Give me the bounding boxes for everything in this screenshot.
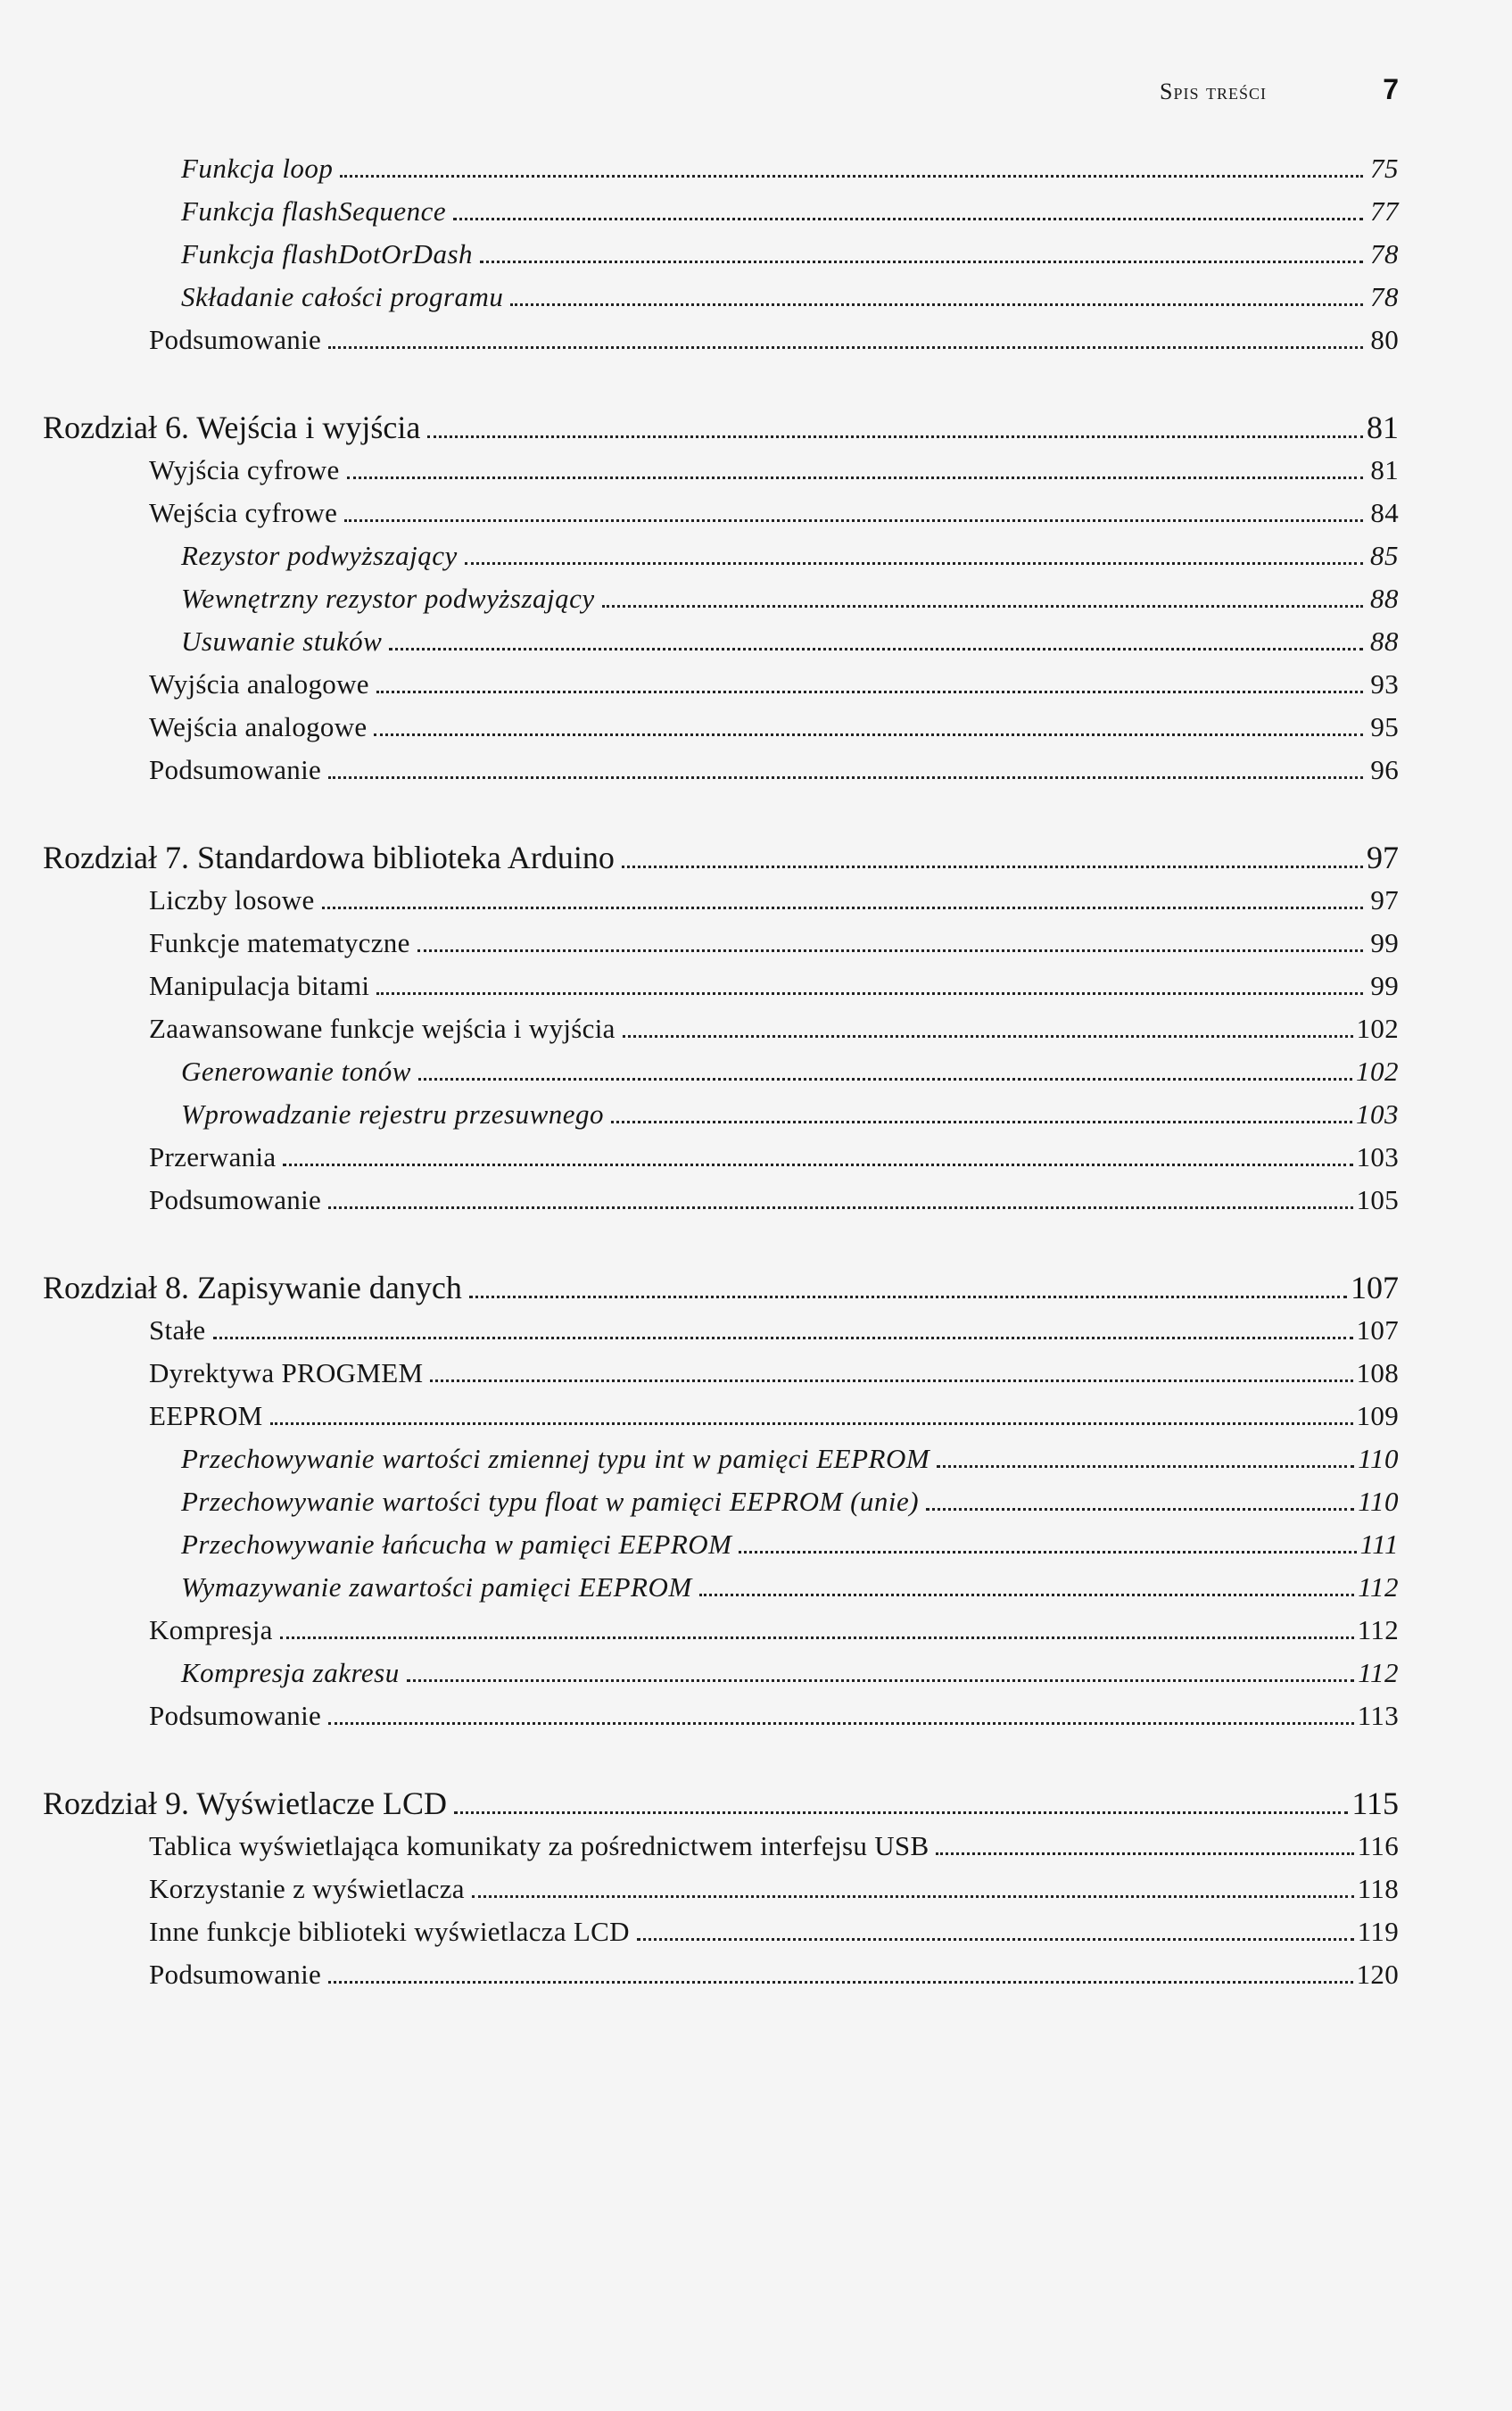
- dot-leader: [699, 1585, 1355, 1596]
- toc-entry-title: Przerwania: [149, 1141, 277, 1172]
- toc-entry[interactable]: [43, 1523, 1399, 1566]
- toc-entry[interactable]: [43, 1136, 1399, 1179]
- toc-chapter-6[interactable]: [43, 406, 1399, 449]
- toc-entry-title: Podsumowanie: [149, 324, 322, 355]
- toc-entry[interactable]: [43, 1652, 1399, 1694]
- toc-entry-title: Wejścia analogowe: [149, 711, 368, 742]
- toc-entry-page: 77: [1370, 195, 1399, 227]
- dot-leader: [937, 1456, 1354, 1468]
- toc-entry-title: Podsumowanie: [149, 1959, 322, 1990]
- toc-entry-title: Liczby losowe: [149, 884, 315, 916]
- dot-leader: [453, 209, 1363, 220]
- chapter-title: Rozdział 6. Wejścia i wyjścia: [43, 410, 421, 445]
- dot-leader: [611, 1112, 1352, 1123]
- toc-entry-title: Podsumowanie: [149, 1700, 322, 1731]
- dot-leader: [328, 1197, 1353, 1209]
- toc-entry-page: 113: [1357, 1700, 1399, 1731]
- toc-entry-title: Funkcje matematyczne: [149, 927, 410, 958]
- dot-leader: [454, 1802, 1348, 1814]
- toc-entry[interactable]: [43, 492, 1399, 534]
- toc-entry-page: 103: [1356, 1098, 1399, 1130]
- dot-leader: [430, 1371, 1352, 1382]
- toc-entry-title: Usuwanie stuków: [181, 626, 383, 657]
- running-title: Spis treści: [1160, 79, 1267, 104]
- toc-entry[interactable]: [43, 749, 1399, 791]
- dot-leader: [427, 427, 1363, 438]
- toc-entry[interactable]: [43, 663, 1399, 706]
- toc-entry-title: Wymazywanie zawartości pamięci EEPROM: [181, 1571, 692, 1603]
- dot-leader: [926, 1499, 1354, 1511]
- toc-entry[interactable]: [43, 190, 1399, 233]
- toc-entry-page: 102: [1356, 1056, 1399, 1087]
- chapter-page: 115: [1351, 1785, 1399, 1821]
- toc-chapter-7[interactable]: [43, 836, 1399, 879]
- toc-entry-page: 112: [1358, 1657, 1399, 1688]
- dot-leader: [374, 725, 1363, 736]
- dot-leader: [283, 1155, 1352, 1166]
- toc-entry-page: 85: [1370, 540, 1399, 571]
- toc-entry-page: 108: [1356, 1357, 1399, 1388]
- chapter-title: Rozdział 9. Wyświetlacze LCD: [43, 1785, 448, 1821]
- toc-entry-page: 78: [1370, 238, 1399, 269]
- toc-entry-title: Dyrektywa PROGMEM: [149, 1357, 424, 1388]
- toc-entry-page: 75: [1370, 153, 1399, 184]
- toc-entry[interactable]: [43, 1566, 1399, 1609]
- chapter-spacer: [43, 1737, 1399, 1782]
- dot-leader: [340, 166, 1363, 178]
- toc-entry[interactable]: [43, 1179, 1399, 1222]
- toc-entry-title: Wyjścia analogowe: [149, 668, 369, 700]
- dot-leader: [602, 596, 1363, 608]
- toc-entry-title: Wyjścia cyfrowe: [149, 454, 340, 485]
- dot-leader: [469, 1287, 1347, 1298]
- dot-leader: [376, 983, 1363, 995]
- toc-chapter-9[interactable]: [43, 1782, 1399, 1825]
- toc-entry-title: Kompresja zakresu: [181, 1657, 400, 1688]
- toc-entry[interactable]: [43, 276, 1399, 319]
- toc-entry[interactable]: [43, 577, 1399, 620]
- toc-entry[interactable]: [43, 879, 1399, 922]
- toc-entry-page: 107: [1356, 1314, 1399, 1346]
- toc-entry[interactable]: [43, 1093, 1399, 1136]
- dot-leader: [347, 468, 1363, 479]
- toc-entry-title: Kompresja: [149, 1614, 273, 1645]
- toc-entry-title: Przechowywanie wartości zmiennej typu int w pamięci EEPROM: [181, 1443, 930, 1474]
- chapter-spacer: [43, 361, 1399, 406]
- page-number: 7: [1383, 73, 1399, 105]
- toc-entry[interactable]: [43, 1694, 1399, 1737]
- chapter-spacer: [43, 1222, 1399, 1266]
- toc-entry-page: 109: [1356, 1400, 1399, 1431]
- toc-entry[interactable]: [43, 147, 1399, 190]
- dot-leader: [936, 1843, 1353, 1855]
- running-header: [1160, 73, 1409, 109]
- dot-leader: [328, 1972, 1353, 1984]
- toc-entry-title: Funkcja loop: [181, 153, 334, 184]
- dot-leader: [739, 1542, 1356, 1553]
- dot-leader: [344, 510, 1363, 522]
- dot-leader: [322, 898, 1363, 909]
- toc-entry-page: 102: [1356, 1013, 1399, 1044]
- chapter-title: Rozdział 8. Zapisywanie danych: [43, 1270, 462, 1305]
- toc-entry[interactable]: [43, 1007, 1399, 1050]
- toc-entry-page: 97: [1370, 884, 1399, 916]
- toc-entry[interactable]: [43, 1609, 1399, 1652]
- toc-entry-title: Podsumowanie: [149, 1184, 322, 1215]
- toc-entry-title: Manipulacja bitami: [149, 970, 370, 1001]
- toc-entry-title: EEPROM: [149, 1400, 263, 1431]
- toc-entry-title: Wprowadzanie rejestru przesuwnego: [181, 1098, 605, 1130]
- toc-entry-title: Tablica wyświetlająca komunikaty za pośrednictwem interfejsu USB: [149, 1830, 930, 1861]
- toc-entry[interactable]: [43, 1437, 1399, 1480]
- dot-leader: [328, 337, 1363, 349]
- toc-entry-page: 93: [1370, 668, 1399, 700]
- dot-leader: [407, 1670, 1355, 1682]
- dot-leader: [418, 1069, 1352, 1081]
- toc-entry-page: 96: [1370, 754, 1399, 785]
- toc-entry-page: 112: [1358, 1571, 1399, 1603]
- dot-leader: [328, 767, 1363, 779]
- toc-chapter-8[interactable]: [43, 1266, 1399, 1309]
- toc-entry[interactable]: [43, 620, 1399, 663]
- toc-entry-page: 84: [1370, 497, 1399, 528]
- toc-entry[interactable]: [43, 1910, 1399, 1953]
- toc-entry-title: Składanie całości programu: [181, 281, 504, 312]
- toc-entry-page: 99: [1370, 927, 1399, 958]
- dot-leader: [328, 1713, 1354, 1725]
- dot-leader: [510, 294, 1363, 306]
- dot-leader: [622, 857, 1363, 868]
- toc-entry[interactable]: [43, 706, 1399, 749]
- toc-entry-title: Rezystor podwyższający: [181, 540, 458, 571]
- toc-entry-page: 81: [1370, 454, 1399, 485]
- chapter-page: 107: [1351, 1270, 1399, 1305]
- toc-entry-title: Korzystanie z wyświetlacza: [149, 1873, 465, 1904]
- toc-entry-page: 103: [1356, 1141, 1399, 1172]
- toc-entry-page: 119: [1357, 1916, 1399, 1947]
- toc-entry-title: Wewnętrzny rezystor podwyższający: [181, 583, 595, 614]
- toc-entry[interactable]: [43, 1480, 1399, 1523]
- toc-entry-title: Generowanie tonów: [181, 1056, 411, 1087]
- toc-entry-page: 78: [1370, 281, 1399, 312]
- toc-entry-title: Zaawansowane funkcje wejścia i wyjścia: [149, 1013, 616, 1044]
- toc-entry[interactable]: [43, 534, 1399, 577]
- toc-entry-page: 110: [1358, 1443, 1399, 1474]
- toc-entry-page: 118: [1357, 1873, 1399, 1904]
- toc-entry[interactable]: [43, 1050, 1399, 1093]
- toc-entry[interactable]: [43, 1825, 1399, 1868]
- toc-entry-page: 116: [1357, 1830, 1399, 1861]
- toc-entry-page: 112: [1357, 1614, 1399, 1645]
- toc-entry[interactable]: [43, 922, 1399, 965]
- dot-leader: [213, 1328, 1353, 1339]
- chapter-page: 81: [1367, 410, 1399, 445]
- dot-leader: [637, 1929, 1354, 1941]
- toc-entry-title: Inne funkcje biblioteki wyświetlacza LCD: [149, 1916, 630, 1947]
- toc-entry[interactable]: [43, 1395, 1399, 1437]
- toc-entry-page: 95: [1370, 711, 1399, 742]
- toc-entry[interactable]: [43, 1309, 1399, 1352]
- toc-entry[interactable]: [43, 1352, 1399, 1395]
- toc-entry-page: 111: [1359, 1529, 1399, 1560]
- toc-entry-page: 88: [1370, 583, 1399, 614]
- table-of-contents: [43, 147, 1399, 1996]
- toc-entry-title: Podsumowanie: [149, 754, 322, 785]
- toc-entry-page: 120: [1356, 1959, 1399, 1990]
- toc-entry-title: Funkcja flashDotOrDash: [181, 238, 474, 269]
- dot-leader: [480, 252, 1363, 263]
- chapter-title: Rozdział 7. Standardowa biblioteka Arduino: [43, 840, 615, 875]
- dot-leader: [472, 1886, 1354, 1898]
- chapter-spacer: [43, 791, 1399, 836]
- toc-entry-title: Przechowywanie łańcucha w pamięci EEPROM: [181, 1529, 732, 1560]
- dot-leader: [417, 940, 1363, 952]
- dot-leader: [623, 1026, 1353, 1038]
- dot-leader: [280, 1628, 1354, 1639]
- toc-entry-title: Funkcja flashSequence: [181, 195, 447, 227]
- chapter-page: 97: [1367, 840, 1399, 875]
- toc-entry-page: 80: [1370, 324, 1399, 355]
- dot-leader: [389, 639, 1363, 650]
- toc-entry-title: Przechowywanie wartości typu float w pamięci EEPROM (unie): [181, 1486, 920, 1517]
- toc-entry-title: Stałe: [149, 1314, 206, 1346]
- toc-entry[interactable]: [43, 965, 1399, 1007]
- toc-entry-page: 88: [1370, 626, 1399, 657]
- dot-leader: [270, 1413, 1353, 1425]
- toc-entry-page: 105: [1356, 1184, 1399, 1215]
- toc-entry[interactable]: [43, 1953, 1399, 1996]
- toc-entry-page: 110: [1358, 1486, 1399, 1517]
- dot-leader: [465, 553, 1363, 565]
- toc-entry[interactable]: [43, 1868, 1399, 1910]
- toc-entry[interactable]: [43, 449, 1399, 492]
- toc-entry[interactable]: [43, 233, 1399, 276]
- toc-entry[interactable]: [43, 319, 1399, 361]
- toc-entry-page: 99: [1370, 970, 1399, 1001]
- dot-leader: [376, 682, 1363, 693]
- toc-entry-title: Wejścia cyfrowe: [149, 497, 338, 528]
